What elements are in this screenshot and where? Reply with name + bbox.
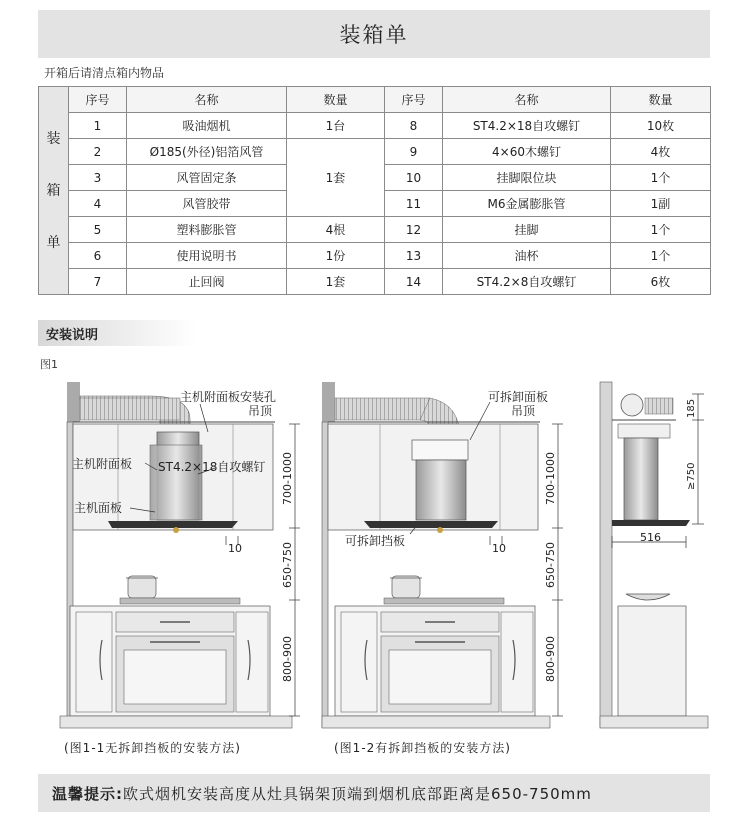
dim-middle-2: 650-750 [544,542,557,588]
side-wok [626,594,670,600]
cell-qty: 1套 [287,139,385,217]
caption-1-2: (图1-2有拆卸挡板的安装方法) [334,741,511,755]
packing-side-label: 装 箱 单 [39,87,69,295]
label-ceiling-1: 吊顶 [248,404,273,418]
cell-no: 13 [385,243,443,269]
cell-name: M6金属膨胀管 [443,191,611,217]
cell-no: 7 [69,269,127,295]
cell-name: 使用说明书 [127,243,287,269]
installation-diagram [0,370,750,770]
dim-lower-1: 800-900 [281,636,294,682]
header-no: 序号 [69,87,127,113]
dim-upper-1: 700-1000 [281,452,294,505]
cell-no: 14 [385,269,443,295]
side-duct [621,394,643,416]
dim-upper-2: 700-1000 [544,452,557,505]
header-no: 序号 [385,87,443,113]
label-main-panel: 主机面板 [74,501,123,515]
dim-side-top: 185 [686,398,697,418]
cell-name: 油杯 [443,243,611,269]
label-screw: ST4.2×18自攻螺钉 [158,460,266,474]
diagram-1-1 [60,382,300,728]
label-aux-panel: 主机附面板 [72,457,133,471]
cell-name: ST4.2×8自攻螺钉 [443,269,611,295]
cell-qty: 1个 [611,165,711,191]
tip-prefix: 温馨提示: [52,784,123,803]
label-ceiling-2: 吊顶 [511,404,536,418]
table-row [39,113,711,139]
hood-base [108,521,238,528]
table-row [39,243,711,269]
dim-side-depth: 516 [640,531,661,544]
cell-qty: 1份 [287,243,385,269]
cell-no: 8 [385,113,443,139]
wall-top [67,382,80,422]
cell-qty: 1个 [611,243,711,269]
duct-straight [80,398,180,420]
page-title: 装箱单 [38,10,710,58]
cell-no: 12 [385,217,443,243]
cell-no: 11 [385,191,443,217]
intro-text: 开箱后请清点箱内物品 [44,66,165,80]
cell-no: 3 [69,165,127,191]
cell-no: 5 [69,217,127,243]
label-removable-panel: 可拆卸面板 [488,390,549,404]
cell-name: 挂脚 [443,217,611,243]
cell-no: 9 [385,139,443,165]
cell-name: ST4.2×18自攻螺钉 [443,113,611,139]
header-qty: 数量 [611,87,711,113]
cell-no: 4 [69,191,127,217]
pot [128,576,156,598]
side-view [600,382,708,728]
dim-side-height: ≥750 [686,462,697,490]
hood-chimney-2 [416,460,466,520]
cell-name: 止回阀 [127,269,287,295]
cell-name: 挂脚限位块 [443,165,611,191]
cell-name: 塑料膨胀管 [127,217,287,243]
cell-no: 2 [69,139,127,165]
side-cabinet [618,606,686,716]
cell-qty: 6枚 [611,269,711,295]
cell-qty: 4枚 [611,139,711,165]
dim-middle-1: 650-750 [281,542,294,588]
cell-no: 6 [69,243,127,269]
cell-qty: 4根 [287,217,385,243]
header-name: 名称 [443,87,611,113]
install-section-title: 安装说明 [38,320,196,346]
cell-qty: 1套 [287,269,385,295]
packing-list-table [38,86,711,295]
cell-qty: 1个 [611,217,711,243]
diagram-1-2 [322,382,563,728]
cell-name: 4×60木螺钉 [443,139,611,165]
cell-qty: 1台 [287,113,385,139]
figure-label: 图1 [40,358,58,371]
caption-1-1: (图1-1无拆卸挡板的安装方法) [64,741,241,755]
cell-name: Ø185(外径)铝箔风管 [127,139,287,165]
side-wall [600,382,612,727]
floor [60,716,292,728]
cell-name: 风管胶带 [127,191,287,217]
label-removable-baffle: 可拆卸挡板 [345,534,406,548]
header-qty: 数量 [287,87,385,113]
table-row [39,217,711,243]
removable-panel [412,440,468,460]
cell-no: 10 [385,165,443,191]
table-row [39,269,711,295]
duct-2 [335,398,430,420]
table-header-row [39,87,711,113]
side-hood [624,438,658,520]
cell-qty: 1副 [611,191,711,217]
tip-bar [38,774,710,812]
dim-gap-2: 10 [492,542,506,555]
label-panel-hole: 主机附面板安装孔 [180,390,277,404]
dim-gap-1: 10 [228,542,242,555]
cell-name: 风管固定条 [127,165,287,191]
header-name: 名称 [127,87,287,113]
dim-lower-2: 800-900 [544,636,557,682]
cell-qty: 10枚 [611,113,711,139]
table-row [39,139,711,165]
tip-text: 欧式烟机安装高度从灶具锅架顶端到烟机底部距离是650-750mm [123,784,592,803]
cell-name: 吸油烟机 [127,113,287,139]
cell-no: 1 [69,113,127,139]
